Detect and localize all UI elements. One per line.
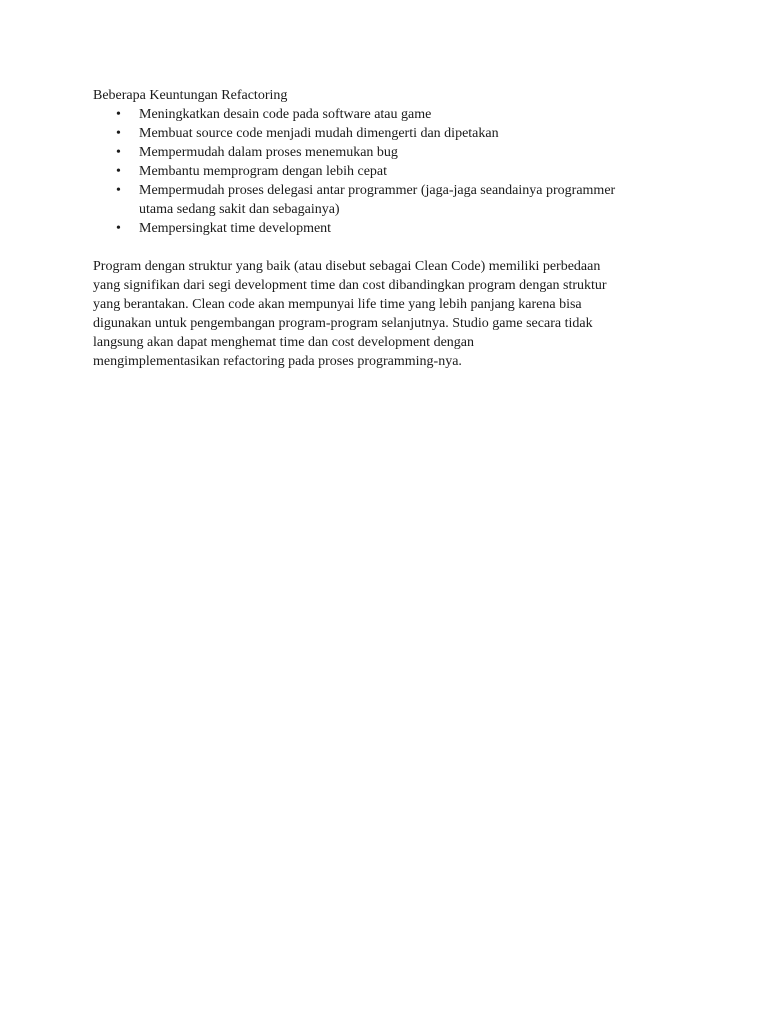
body-paragraph [93, 257, 683, 371]
benefits-list [93, 105, 683, 238]
list-item-text: Mempersingkat time development [139, 221, 332, 236]
list-item [93, 181, 683, 219]
paragraph-line: mengimplementasikan refactoring pada proses programming-nya. [93, 354, 462, 369]
bullet-icon: • [116, 183, 121, 198]
bullet-icon: • [116, 145, 121, 160]
paragraph-line: yang signifikan dari segi development time dan cost dibandingkan program dengan struktur [93, 278, 607, 293]
paragraph-line: Program dengan struktur yang baik (atau disebut sebagai Clean Code) memiliki perbedaan [93, 259, 601, 274]
list-item-text: Membantu memprogram dengan lebih cepat [139, 164, 388, 179]
section-heading: Beberapa Keuntungan Refactoring [93, 88, 288, 103]
list-item-text-continued: utama sedang sakit dan sebagainya) [139, 202, 340, 217]
list-item [93, 162, 683, 181]
bullet-icon: • [116, 221, 121, 236]
list-item-text: Membuat source code menjadi mudah dimengerti dan dipetakan [139, 126, 499, 141]
document-content [93, 86, 683, 371]
paragraph-line: langsung akan dapat menghemat time dan cost development dengan [93, 335, 474, 350]
list-item-text: Mempermudah proses delegasi antar programmer (jaga-jaga seandainya programmer [139, 183, 616, 198]
paragraph-line: digunakan untuk pengembangan program-program selanjutnya. Studio game secara tidak [93, 316, 593, 331]
paragraph-line: yang berantakan. Clean code akan mempunyai life time yang lebih panjang karena bisa [93, 297, 582, 312]
list-item-text: Meningkatkan desain code pada software atau game [139, 107, 432, 122]
list-item [93, 143, 683, 162]
list-item-text: Mempermudah dalam proses menemukan bug [139, 145, 398, 160]
list-item [93, 124, 683, 143]
bullet-icon: • [116, 107, 121, 122]
bullet-icon: • [116, 164, 121, 179]
list-item [93, 105, 683, 124]
bullet-icon: • [116, 126, 121, 141]
list-item [93, 219, 683, 238]
